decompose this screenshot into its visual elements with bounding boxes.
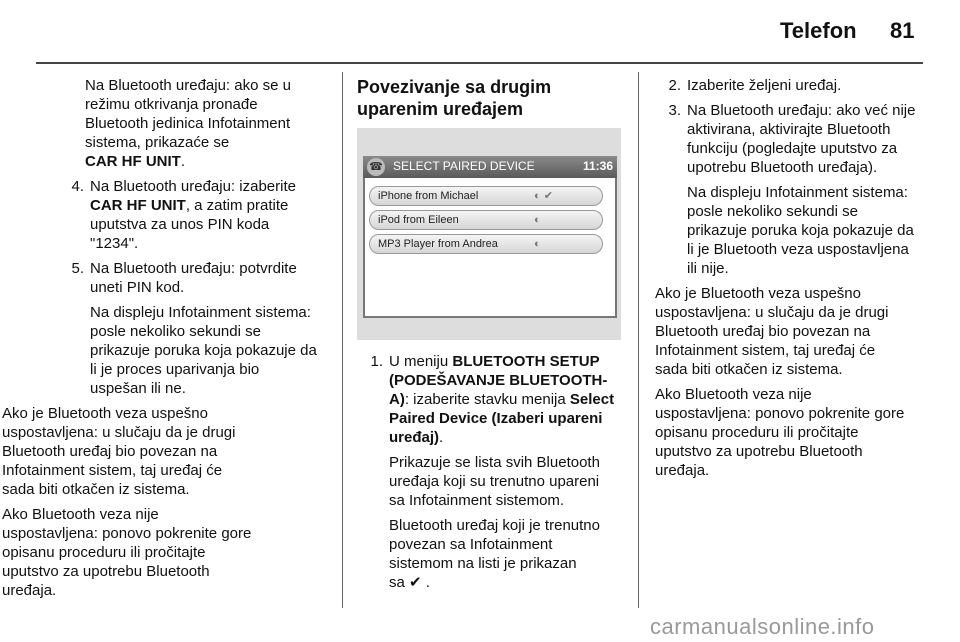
step-number: 3. [668, 102, 681, 119]
text-line: uređaja. [655, 462, 710, 479]
text-line: li je proces uparivanja bio [90, 361, 260, 378]
text-line: Na Bluetooth uređaju: ako već nije [687, 102, 916, 119]
text-line: posle nekoliko sekundi se [90, 323, 261, 340]
list-item [58, 259, 334, 398]
text-line: Na Bluetooth uređaju: ako se u [85, 77, 291, 94]
text-line [389, 390, 614, 409]
page-title: Telefon [780, 18, 857, 43]
text-line [90, 177, 296, 196]
bold-term: A) [389, 391, 405, 408]
text-line [389, 352, 614, 371]
text-line: li je Bluetooth veza uspostavljena [687, 241, 909, 258]
device-type-icon: ◐ [534, 214, 541, 226]
text-line: Infotainment sistem, taj uređaj će [655, 342, 876, 359]
section-heading: uparenim uređajem [357, 99, 524, 119]
page-header [0, 0, 960, 62]
paragraph [2, 404, 334, 600]
text-line: ili nije. [687, 260, 729, 277]
text-punct: . [425, 574, 430, 591]
text-segment: sa [389, 574, 405, 591]
text-line: upotrebu Bluetooth uređaja). [687, 159, 878, 176]
bold-term: uređaj) [389, 429, 440, 446]
text-line: Ako Bluetooth veza nije [2, 506, 159, 523]
text-segment: , a zatim pratite [185, 197, 289, 214]
header-divider [36, 62, 923, 64]
device-label: iPhone from Michael [378, 190, 479, 202]
text-punct: . [439, 429, 444, 446]
screen-time: 11:36 [582, 159, 613, 173]
text-line [389, 428, 614, 447]
text-line: Bluetooth jedinica Infotainment [85, 115, 291, 132]
text-line: Ako Bluetooth veza nije [655, 386, 812, 403]
text-line: uspostavljena: ponovo pokrenite gore [2, 525, 252, 542]
list-item [357, 352, 627, 592]
bold-term: CAR HF UNIT [85, 153, 181, 170]
text-segment: : izaberite stavku menija [404, 391, 566, 408]
text-line: "1234". [90, 235, 139, 252]
text-line: Bluetooth uređaj koji je trenutno [389, 517, 600, 534]
column-divider [638, 72, 639, 608]
text-line [85, 152, 334, 171]
screen-title: SELECT PAIRED DEVICE [393, 159, 535, 173]
text-line: aktivirana, aktivirajte Bluetooth [687, 121, 891, 138]
list-item [655, 76, 925, 95]
text-line: Na displeju Infotainment sistema: [90, 304, 311, 321]
screen-title-bar [363, 156, 617, 178]
bold-term: Select [569, 391, 615, 408]
text-line: uputstvo za upotrebu Bluetooth [2, 563, 210, 580]
text-line [90, 196, 296, 215]
phone-icon: ☎ [367, 158, 385, 176]
text-line: sada biti otkačen iz sistema. [655, 361, 843, 378]
connected-check-icon: ◐ ✔ [534, 190, 553, 202]
step-number: 5. [71, 260, 84, 277]
checkmark-icon: ✔ [409, 574, 422, 591]
device-list-item[interactable] [369, 186, 603, 206]
text-line: sistema, prikazaće se [85, 134, 230, 151]
page-number: 81 [890, 18, 915, 43]
bold-term: BLUETOOTH SETUP [452, 353, 600, 370]
text-line: Ako je Bluetooth veza uspešno [655, 285, 861, 302]
step-number: 4. [71, 178, 84, 195]
text-line: Ako je Bluetooth veza uspešno [2, 405, 208, 422]
column-2-steps [357, 352, 627, 592]
step-number: 2. [668, 77, 681, 94]
text-line: Na Bluetooth uređaju: potvrdite [90, 260, 297, 277]
text-line: sa Infotainment sistemom. [389, 492, 565, 509]
text-line: Prikazuje se lista svih Bluetooth [389, 454, 600, 471]
section-heading: Povezivanje sa drugim [357, 77, 552, 97]
bold-term: (PODEŠAVANJE BLUETOOTH- [389, 372, 608, 389]
text-line: uneti PIN kod. [90, 279, 185, 296]
text-line: opisanu proceduru ili pročitajte [655, 424, 859, 441]
device-label: MP3 Player from Andrea [378, 238, 498, 250]
column-divider [342, 72, 343, 608]
column-3 [655, 76, 925, 480]
text-line: uspostavljena: u slučaju da je drugi [2, 424, 236, 441]
paragraph [655, 284, 925, 480]
text-segment: Na Bluetooth uređaju: izaberite [90, 178, 296, 195]
step-number: 1. [370, 353, 383, 370]
text-line: uređaja koji su trenutno upareni [389, 473, 600, 490]
device-screen-image [357, 128, 621, 340]
column-1 [2, 76, 334, 600]
bold-term: Paired Device (Izaberi upareni [389, 410, 603, 427]
text-line: povezan sa Infotainment [389, 536, 553, 553]
text-line: uputstvo za upotrebu Bluetooth [655, 443, 863, 460]
text-line [389, 573, 614, 592]
device-list-item[interactable] [369, 210, 603, 230]
text-line: posle nekoliko sekundi se [687, 203, 858, 220]
list-item [655, 101, 925, 278]
text-line: uspostavljena: ponovo pokrenite gore [655, 405, 905, 422]
column-2 [357, 76, 627, 120]
bold-term: CAR HF UNIT [90, 197, 186, 214]
text-line: sada biti otkačen iz sistema. [2, 481, 190, 498]
text-line: opisanu proceduru ili pročitajte [2, 544, 206, 561]
text-line: funkciju (pogledajte uputstvo za [687, 140, 898, 157]
text-line: prikazuje poruka koja pokazuje da [687, 222, 914, 239]
list-item [58, 177, 334, 253]
text-line: sistemom na listi je prikazan [389, 555, 577, 572]
device-type-icon: ◐ [534, 238, 541, 250]
step3-continuation [58, 76, 334, 171]
text-line: Bluetooth uređaj bio povezan na [2, 443, 218, 460]
text-line: Izaberite željeni uređaj. [687, 77, 842, 94]
device-label: iPod from Eileen [378, 214, 459, 226]
text-line: Na displeju Infotainment sistema: [687, 184, 908, 201]
text-line: uspešan ili ne. [90, 380, 186, 397]
text-line: uređaja. [2, 582, 57, 599]
text-punct: . [180, 153, 185, 170]
text-line: režimu otkrivanja pronađe [85, 96, 258, 113]
text-line: Infotainment sistem, taj uređaj će [2, 462, 223, 479]
text-line: uputstva za unos PIN koda [90, 216, 270, 233]
watermark: carmanualsonline.info [650, 614, 875, 639]
text-segment: U meniju [389, 353, 449, 370]
device-list-item[interactable] [369, 234, 603, 254]
text-line: Bluetooth uređaj bio povezan na [655, 323, 871, 340]
text-line: uspostavljena: u slučaju da je drugi [655, 304, 889, 321]
text-line: prikazuje poruka koja pokazuje da [90, 342, 317, 359]
